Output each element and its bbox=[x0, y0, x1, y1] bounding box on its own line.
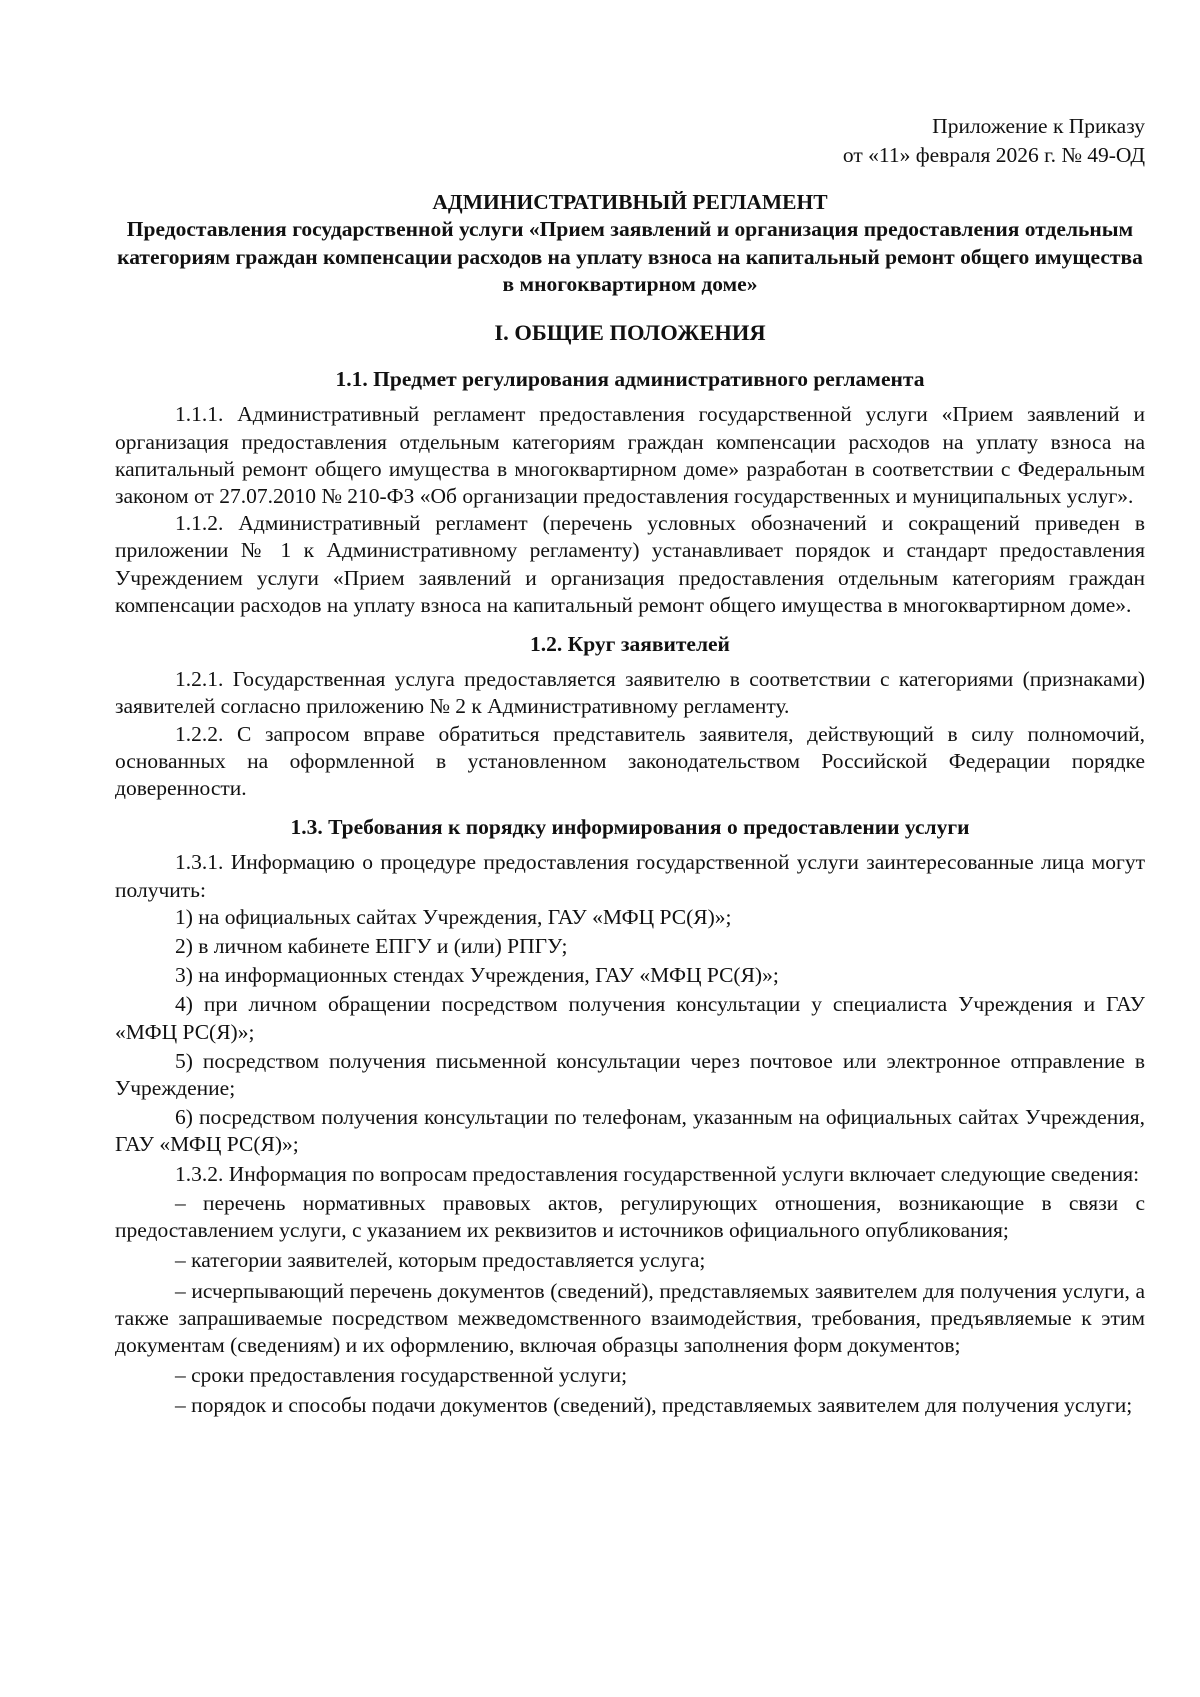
dash-item: – порядок и способы подачи документов (сведений), представляемых заявителем для получения услуги; bbox=[175, 1393, 1133, 1418]
part-title: I. ОБЩИЕ ПОЛОЖЕНИЯ bbox=[494, 320, 766, 345]
appendix-line-2: от «11» февраля 2026 г. № 49-ОД bbox=[842, 142, 1145, 167]
paragraph-1-3-1: 1.3.1. Информацию о процедуре предоставления государственной услуги заинтересованные лица могут получить: bbox=[115, 850, 1145, 902]
list-item: 2) в личном кабинете ЕПГУ и (или) РПГУ; bbox=[175, 934, 568, 959]
document-subtitle: Предоставления государственной услуги «Прием заявлений и организация предоставления отдельным категориям граждан компенсации расходов на уплату взноса на капитальный ремонт общего имущества в многоквартирном доме» bbox=[117, 217, 1143, 296]
paragraph-1-1-1: 1.1.1. Административный регламент предоставления государственной услуги «Прием заявлений и организация предоставления отдельным категориям граждан компенсации расходов на уплату взноса на капитальный ремонт общего имущества в многоквартирном доме» разработан в соответствии с Федеральным законом от 27.07.2010 № 210-ФЗ «Об организации предоставления государственных и муниципальных услуг». bbox=[115, 402, 1145, 509]
paragraph-1-1-2: 1.1.2. Административный регламент (перечень условных обозначений и сокращений приведен в приложении № 1 к Административному регламенту) устанавливает порядок и стандарт предоставления Учреждением услуги «Прием заявлений и организация предоставления отдельным категориям граждан компенсации расходов на уплату взноса на капитальный ремонт общего имущества в многоквартирном доме». bbox=[115, 511, 1145, 617]
document-page bbox=[115, 112, 1145, 1423]
section-title-1-2: 1.2. Круг заявителей bbox=[530, 632, 730, 657]
dash-item: – сроки предоставления государственной услуги; bbox=[175, 1363, 628, 1388]
appendix-line-1: Приложение к Приказу bbox=[932, 114, 1145, 138]
paragraph-1-2-2: 1.2.2. С запросом вправе обратиться представитель заявителя, действующий в силу полномочий, основанных на оформленной в установленном законодательством Российской Федерации порядке доверенности. bbox=[115, 721, 1145, 801]
dash-item: – категории заявителей, которым предоставляется услуга; bbox=[175, 1248, 706, 1273]
section-title-1-1: 1.1. Предмет регулирования административного регламента bbox=[335, 367, 925, 392]
list-item: 6) посредством получения консультации по телефонам, указанным на официальных сайтах Учреждения, ГАУ «МФЦ РС(Я)»; bbox=[115, 1105, 1145, 1157]
appendix-note bbox=[115, 112, 1145, 169]
section-title-1-3: 1.3. Требования к порядку информирования о предоставлении услуги bbox=[290, 815, 970, 840]
paragraph-1-2-1: 1.2.1. Государственная услуга предоставляется заявителю в соответствии с категориями (признаками) заявителей согласно приложению № 2 к Административному регламенту. bbox=[115, 667, 1145, 719]
list-item: 3) на информационных стендах Учреждения, ГАУ «МФЦ РС(Я)»; bbox=[175, 963, 779, 988]
list-item: 5) посредством получения письменной консультации через почтовое или электронное отправление в Учреждение; bbox=[115, 1048, 1145, 1101]
paragraph-1-3-2: 1.3.2. Информация по вопросам предоставления государственной услуги включает следующие сведения: bbox=[175, 1161, 1140, 1186]
dash-item: – исчерпывающий перечень документов (сведений), представляемых заявителем для получения услуги, а также запрашиваемые посредством межведомственного взаимодействия, требования, предъявляемые к этим документам (сведениям) и их оформлению, включая образцы заполнения форм документов; bbox=[115, 1278, 1145, 1357]
list-item: 1) на официальных сайтах Учреждения, ГАУ «МФЦ РС(Я)»; bbox=[175, 904, 732, 929]
dash-item: – перечень нормативных правовых актов, регулирующих отношения, возникающие в связи с предоставлением услуги, с указанием их реквизитов и источников официального опубликования; bbox=[115, 1190, 1145, 1243]
list-item: 4) при личном обращении посредством получения консультации у специалиста Учреждения и ГАУ «МФЦ РС(Я)»; bbox=[115, 992, 1145, 1044]
document-title: АДМИНИСТРАТИВНЫЙ РЕГЛАМЕНТ bbox=[432, 190, 828, 215]
